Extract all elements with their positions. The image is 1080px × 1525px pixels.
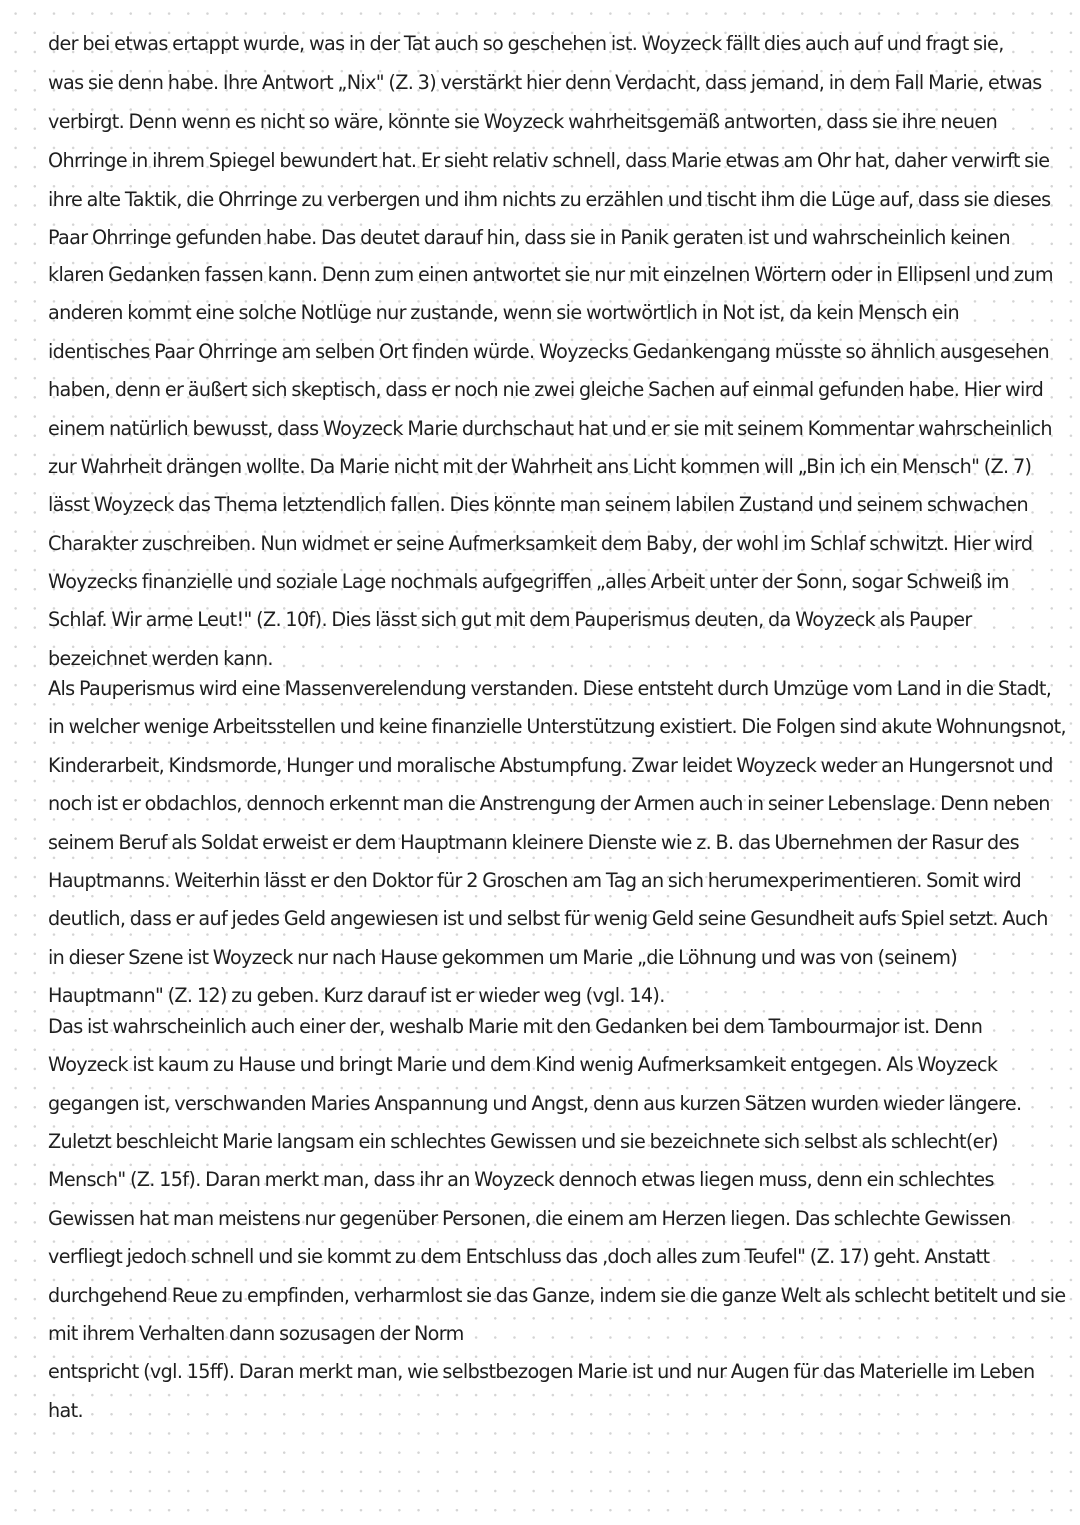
text-line: entspricht (vgl. 15ff). Daran merkt man, wie selbstbezogen Marie ist und nur Augen für das Materielle im Leben bbox=[48, 1360, 1035, 1383]
text-line: deutlich, dass er auf jedes Geld angewiesen ist und selbst für wenig Geld seine Gesundheit aufs Spiel setzt. Auch bbox=[48, 907, 1048, 930]
text-line: Zuletzt beschleicht Marie langsam ein schlechtes Gewissen und sie bezeichnete sich selbst als schlecht(er) bbox=[48, 1130, 998, 1153]
text-line: noch ist er obdachlos, dennoch erkennt man die Anstrengung der Armen auch in seiner Lebenslage. Denn neben bbox=[48, 792, 1050, 815]
text-line: zur Wahrheit drängen wollte. Da Marie nicht mit der Wahrheit ans Licht kommen will „Bin ich ein Mensch" (Z. 7) bbox=[48, 455, 1032, 478]
text-line: Hauptmanns. Weiterhin lässt er den Doktor für 2 Groschen am Tag an sich herumexperimentieren. Somit wird bbox=[48, 869, 1021, 892]
text-line: lässt Woyzeck das Thema letztendlich fallen. Dies könnte man seinem labilen Zustand und seinem schwachen bbox=[48, 493, 1029, 516]
text-line: einem natürlich bewusst, dass Woyzeck Marie durchschaut hat und er sie mit seinem Kommentar wahrscheinlich bbox=[48, 417, 1052, 440]
text-line: Hauptmann" (Z. 12) zu geben. Kurz darauf ist er wieder weg (vgl. 14). bbox=[48, 984, 665, 1007]
text-line: gegangen ist, verschwanden Maries Anspannung und Angst, denn aus kurzen Sätzen wurden wieder längere. bbox=[48, 1092, 1022, 1115]
text-line: haben, denn er äußert sich skeptisch, dass er noch nie zwei gleiche Sachen auf einmal gefunden habe. Hier wird bbox=[48, 378, 1044, 401]
text-line: Mensch" (Z. 15f). Daran merkt man, dass ihr an Woyzeck dennoch etwas liegen muss, denn ein schlechtes bbox=[48, 1168, 994, 1191]
text-line: verfliegt jedoch schnell und sie kommt zu dem Entschluss das ‚doch alles zum Teufel" (Z. 17) geht. Anstatt bbox=[48, 1245, 990, 1268]
text-line: identisches Paar Ohrringe am selben Ort finden würde. Woyzecks Gedankengang müsste so ähnlich ausgesehen bbox=[48, 340, 1050, 363]
text-line: seinem Beruf als Soldat erweist er dem Hauptmann kleinere Dienste wie z. B. das Ubernehmen der Rasur des bbox=[48, 831, 1020, 854]
text-line: klaren Gedanken fassen kann. Denn zum einen antwortet sie nur mit einzelnen Wörtern oder in Ellipsenl und zum bbox=[48, 263, 1053, 286]
text-line: ihre alte Taktik, die Ohrringe zu verbergen und ihm nichts zu erzählen und tischt ihm die Lüge auf, dass sie dieses bbox=[48, 188, 1051, 211]
text-line: Gewissen hat man meistens nur gegenüber Personen, die einem am Herzen liegen. Das schlechte Gewissen bbox=[48, 1207, 1011, 1230]
text-line: der bei etwas ertappt wurde, was in der Tat auch so geschehen ist. Woyzeck fällt dies auch auf und fragt sie, bbox=[48, 32, 1004, 55]
text-line: Woyzeck ist kaum zu Hause und bringt Marie und dem Kind wenig Aufmerksamkeit entgegen. Als Woyzeck bbox=[48, 1053, 998, 1076]
text-line: durchgehend Reue zu empfinden, verharmlost sie das Ganze, indem sie die ganze Welt als schlecht betitelt und sie bbox=[48, 1284, 1066, 1307]
text-line: bezeichnet werden kann. bbox=[48, 647, 273, 670]
text-line: Woyzecks finanzielle und soziale Lage nochmals aufgegriffen „alles Arbeit unter der Sonn, sogar Schweiß im bbox=[48, 570, 1009, 593]
text-line: Schlaf. Wir arme Leut!" (Z. 10f). Dies lässt sich gut mit dem Pauperismus deuten, da Woyzeck als Pauper bbox=[48, 608, 972, 631]
text-line: Als Pauperismus wird eine Massenverelendung verstanden. Diese entsteht durch Umzüge vom Land in die Stadt, bbox=[48, 677, 1052, 700]
text-line: mit ihrem Verhalten dann sozusagen der Norm bbox=[48, 1322, 464, 1345]
text-line: verbirgt. Denn wenn es nicht so wäre, könnte sie Woyzeck wahrheitsgemäß antworten, dass sie ihre neuen bbox=[48, 110, 998, 133]
text-line: in dieser Szene ist Woyzeck nur nach Hause gekommen um Marie „die Löhnung und was von (seinem) bbox=[48, 946, 958, 969]
text-line: was sie denn habe. Ihre Antwort „Nix" (Z. 3) verstärkt hier denn Verdacht, dass jemand, in dem Fall Marie, etwas bbox=[48, 71, 1042, 94]
text-line: Kinderarbeit, Kindsmorde, Hunger und moralische Abstumpfung. Zwar leidet Woyzeck weder an Hungersnot und bbox=[48, 754, 1053, 777]
text-line: in welcher wenige Arbeitsstellen und keine finanzielle Unterstützung existiert. Die Folgen sind akute Wohnungsnot, bbox=[48, 715, 1066, 738]
text-line: Ohrringe in ihrem Spiegel bewundert hat. Er sieht relativ schnell, dass Marie etwas am Ohr hat, daher verwirft sie bbox=[48, 149, 1050, 172]
text-line: Das ist wahrscheinlich auch einer der, weshalb Marie mit den Gedanken bei dem Tambourmajor ist. Denn bbox=[48, 1015, 983, 1038]
text-line: Charakter zuschreiben. Nun widmet er seine Aufmerksamkeit dem Baby, der wohl im Schlaf schwitzt. Hier wird bbox=[48, 532, 1033, 555]
text-line: anderen kommt eine solche Notlüge nur zustande, wenn sie wortwörtlich in Not ist, da kein Mensch ein bbox=[48, 301, 959, 324]
text-line: hat. bbox=[48, 1399, 83, 1422]
text-line: Paar Ohrringe gefunden habe. Das deutet darauf hin, dass sie in Panik geraten ist und wahrscheinlich keinen bbox=[48, 226, 1010, 249]
